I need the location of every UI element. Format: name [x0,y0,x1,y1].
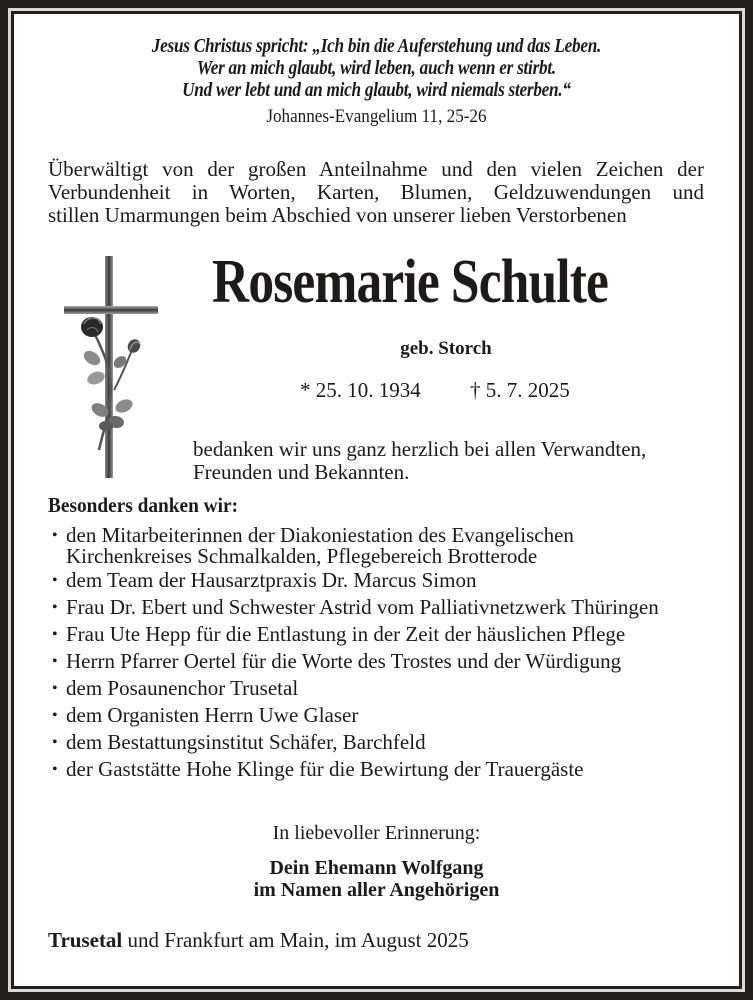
quote-line-1: Jesus Christus spricht: „Ich bin die Auferstehung und das Leben. [151,35,602,57]
place-date-line [48,928,469,952]
list-item-text: dem Organisten Herrn Uwe Glaser [66,703,359,727]
list-item [52,567,659,594]
list-item [52,756,659,783]
bullet-icon: • [52,527,58,544]
list-item-text: der Gaststätte Hohe Klinge für die Bewirtung der Trauergäste [66,757,584,781]
quote-line-2: Wer an mich glaubt, wird leben, auch wenn er stirbt. [196,57,556,79]
list-item-text: dem Bestattungsinstitut Schäfer, Barchfeld [66,730,426,754]
quote-reference: Johannes-Evangelium 11, 25-26 [266,106,487,127]
list-item [52,621,659,648]
list-item [52,675,659,702]
list-item-text: Frau Ute Hepp für die Entlastung in der Zeit der häuslichen Pflege [66,622,626,646]
bullet-icon: • [52,572,58,589]
list-item [52,522,659,567]
list-item-text: dem Team der Hausarztpraxis Dr. Marcus Simon [66,568,477,592]
maiden-name: geb. Storch [400,338,492,359]
place-bold: Trusetal [48,928,123,952]
intro-paragraph [48,158,704,227]
bullet-icon: • [52,734,58,751]
intro-line-2: Verbundenheit in Worten, Karten, Blumen, Geldzuwendungen und [48,180,704,204]
bullet-icon: • [52,626,58,643]
list-item [52,594,659,621]
list-item [52,729,659,756]
special-thanks-list [52,522,659,783]
birth-date: * 25. 10. 1934 [300,378,421,402]
special-thanks-heading: Besonders danken wir: [48,493,239,517]
signature-line-1: Dein Ehemann Wolfgang [269,857,484,879]
list-item [52,702,659,729]
bullet-icon: • [52,599,58,616]
bullet-icon: • [52,707,58,724]
death-date: † 5. 7. 2025 [470,378,570,402]
signature-line-2: im Namen aller Angehörigen [253,879,500,901]
intro-line-3: stillen Umarmungen beim Abschied von unserer lieben Verstorbenen [48,203,627,227]
list-item-text: Herrn Pfarrer Oertel für die Worte des Trostes und der Würdigung [66,649,622,673]
place-date-rest: und Frankfurt am Main, im August 2025 [122,928,469,952]
bullet-icon: • [52,680,58,697]
list-item-text: den Mitarbeiterinnen der Diakoniestation des Evangelischen [66,523,574,547]
bullet-icon: • [52,653,58,670]
deceased-name: Rosemarie Schulte [212,248,609,316]
list-item [52,648,659,675]
bullet-icon: • [52,761,58,778]
list-item-text-cont: Kirchenkreises Schmalkalden, Pflegebereich Brotterode [66,544,538,568]
remembrance-line: In liebevoller Erinnerung: [272,822,481,844]
cross-with-rose-icon [62,250,162,480]
quote-line-3: Und wer lebt und an mich glaubt, wird niemals sterben.“ [182,79,571,101]
list-item-text: dem Posaunenchor Trusetal [66,676,299,700]
thanks-line-2: Freunden und Bekannten. [193,460,410,484]
intro-line-1: Überwältigt von der großen Anteilnahme und den vielen Zeichen der [48,157,704,181]
thanks-line-1: bedanken wir uns ganz herzlich bei allen Verwandten, [193,437,647,461]
list-item-text: Frau Dr. Ebert und Schwester Astrid vom Palliativnetzwerk Thüringen [66,595,659,619]
